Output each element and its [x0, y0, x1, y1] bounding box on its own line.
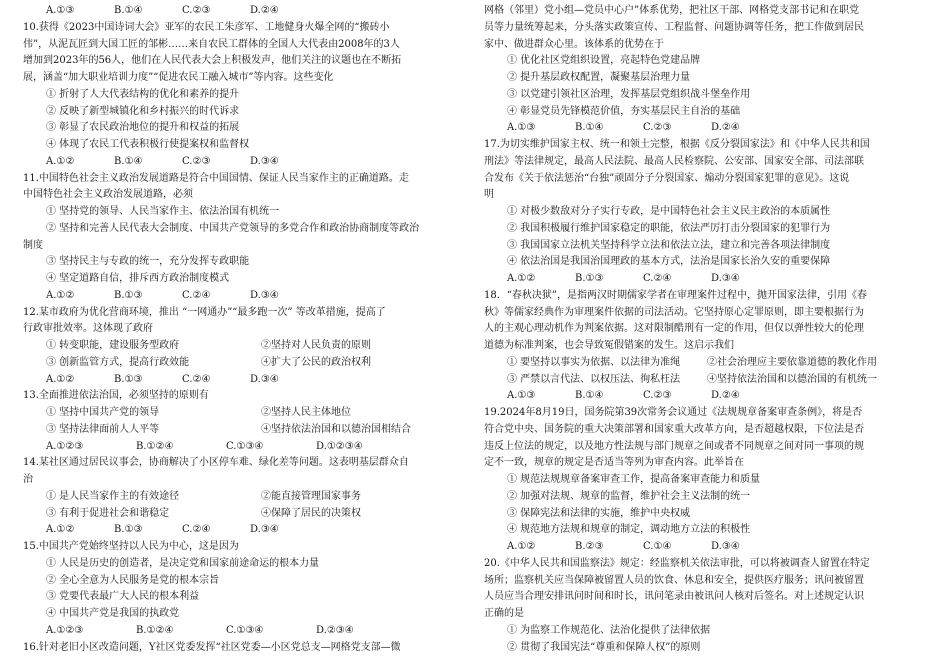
statement-item: ④ 依法治国是我国治国理政的基本方式，法治是国家长治久安的重要保障 [507, 256, 831, 268]
question-stem-line: 20.《中华人民共和国监察法》规定：经监察机关依法审批，可以将被调查人留置在特定 [484, 557, 870, 569]
question-stem-line: 18．“春秋决狱”，是指两汉时期儒家学者在审理案件过程中，抛开国家法律，引用《春 [484, 289, 867, 301]
statement-row [484, 372, 930, 389]
question-stem-line: 人的主观心理动机作为判案依据。这对限制酷刑有一定的作用，但仅以弹性较大的伦理 [484, 323, 864, 335]
question-stem-line: 伟”，从泥瓦匠到大国工匠的邹彬……来自农民工群体的全国人大代表由2008年的3人 [23, 38, 400, 50]
statement-item: ②能直接管理国家事务 [261, 490, 361, 502]
statement-row [23, 338, 469, 355]
question-stem-line: 道德为标准判案，也会导致冤假错案的发生。这启示我们 [484, 340, 734, 351]
statement-item: ① 为监察工作规范化、法治化提供了法律依据 [507, 624, 711, 636]
statement-row [23, 489, 469, 506]
choice-c[interactable]: C.①④ [643, 541, 672, 552]
choice-d[interactable]: D.③④ [250, 373, 279, 385]
choice-c[interactable]: C.②③ [182, 155, 211, 167]
statement-item: ② 加强对法规、规章的监督，维护社会主义法制的统一 [507, 490, 751, 502]
question-stem-line: 12.某市政府为优化营商环境，推出 “一网通办”“最多跑一次” 等改革措施，提高了 [23, 306, 386, 318]
statement-item: ④ 中国共产党是我国的执政党 [46, 608, 180, 619]
choice-a[interactable]: A.①② [46, 373, 75, 385]
statement-item: ④ 彰显党员先锋模范价值，夯实基层民主自治的基础 [507, 105, 741, 117]
choice-b[interactable]: B.②③ [575, 541, 604, 552]
statement-row [23, 506, 469, 523]
question-stem-line: 增加到2023年的56人，他们在人民代表大会上积极发声，他们关注的议题也在不断拓 [23, 55, 402, 67]
statement-item: ① 转变职能，建设服务型政府 [46, 340, 180, 351]
statement-item: ③ 保障宪法和法律的实施，维护中央权威 [507, 507, 691, 519]
statement-row [23, 405, 469, 422]
choice-c[interactable]: C.②④ [182, 524, 211, 536]
choice-a[interactable]: A.①② [46, 155, 75, 167]
statement-item: ② 坚持和完善人民代表大会制度、中国共产党领导的多党合作和政治协商制度等政治 [46, 222, 420, 234]
question-16-continued [484, 3, 930, 137]
statement-item: ③ 我国国家立法机关坚持科学立法和依法立法，建立和完善各项法律制度 [507, 239, 831, 251]
answer-choices [484, 271, 930, 288]
choice-b[interactable]: B.①③ [114, 524, 143, 536]
question-18 [484, 288, 930, 405]
statement-item: ④ 规范地方法规和规章的制定，调动地方立法的积极性 [507, 524, 751, 536]
statement-item: ② 我国积极履行维护国家稳定的职能，依法严厉打击分裂国家的犯罪行为 [507, 222, 831, 234]
answer-choices [23, 623, 469, 640]
top-answer-choices [23, 3, 469, 20]
question-stem-line: 11.中国特色社会主义政治发展道路是符合中国国情、保证人民当家作主的正确道路。走 [23, 172, 409, 184]
question-stem-line: 17.为切实维护国家主权、统一和领土完整，根据《反分裂国家法》和《中华人民共和国 [484, 139, 870, 150]
question-stem-line: 行政审批效率。这体现了政府 [23, 323, 153, 335]
choice-b[interactable]: B.①④ [114, 155, 143, 167]
statement-item: ③ 党要代表最广大人民的根本利益 [46, 591, 200, 603]
question-stem-line: 定不一致，规章的规定是否适当等列为审查内容。此举旨在 [484, 457, 744, 469]
statement-item: ① 优化社区党组织设置，亮起特色党建品牌 [507, 55, 701, 67]
question-stem-line: 刑法》等法律规定，最高人民法院、最高人民检察院、公安部、国家安全部、司法部联 [484, 155, 864, 167]
answer-choices [484, 388, 930, 405]
statement-item: ③ 坚持民主与专政的统一，充分发挥专政职能 [46, 256, 250, 268]
choice-b[interactable]: B.①④ [114, 5, 143, 16]
question-stem-line: 场所；监察机关应当保障被留置人员的饮食、休息和安全，提供医疗服务；讯问被留置 [484, 574, 864, 586]
question-17 [484, 137, 930, 288]
question-stem-line: 家中、做进群众心里。该体系的优势在于 [484, 38, 664, 50]
statement-item: ② 反映了新型城镇化和乡村振兴的时代诉求 [46, 105, 240, 117]
question-stem-line: 合发布《关于依法惩治“台独”顽固分子分裂国家、煽动分裂国家犯罪的意见》。这说 [484, 172, 850, 184]
choice-d[interactable]: D.③④ [711, 541, 740, 552]
statement-item-continued: 制度 [23, 239, 43, 251]
statement-item: ④ 坚定道路自信，排斥西方政治制度模式 [46, 273, 230, 284]
question-15 [23, 539, 469, 640]
choice-c[interactable]: C.①③④ [226, 440, 264, 452]
question-stem-line: 秋》等儒家经典作为审理案件依据的司法活动。它坚持原心定罪原则，即主要根据行为 [484, 306, 864, 318]
choice-d[interactable]: D.③④ [250, 155, 279, 167]
statement-item: ① 要坚持以事实为依据、以法律为准绳 [507, 356, 681, 368]
question-stem-line: 正确的是 [484, 608, 524, 619]
choice-d[interactable]: D.②④ [250, 5, 279, 16]
statement-item: ②坚持人民主体地位 [261, 407, 351, 418]
choice-c[interactable]: C.②③ [643, 122, 672, 134]
statement-item: ③ 有利于促进社会和谐稳定 [46, 507, 170, 519]
choice-d[interactable]: D.①②③④ [316, 440, 363, 452]
statement-item: ① 人民是历史的创造者，是决定党和国家前途命运的根本力量 [46, 557, 320, 569]
statement-item: ① 规范法规规章备案审查工作，提高备案审查能力和质量 [507, 474, 761, 485]
question-stem-line: 治 [23, 474, 33, 485]
question-12 [23, 305, 469, 389]
statement-item: ④扩大了公民的政治权利 [261, 356, 371, 368]
choice-c[interactable]: C.①③④ [226, 624, 264, 636]
statement-item: ④保障了居民的决策权 [261, 507, 361, 519]
choice-a[interactable]: A.①② [507, 541, 536, 552]
choice-b[interactable]: B.①④ [575, 122, 604, 134]
choice-a[interactable]: A.①③ [46, 5, 75, 16]
question-stem-line: 明 [484, 189, 494, 201]
question-11 [23, 171, 469, 305]
choice-d[interactable]: D.③④ [711, 273, 740, 284]
choice-b[interactable]: B.①③ [114, 289, 143, 301]
statement-item: ③ 严禁以言代法、以权压法、徇私枉法 [507, 373, 681, 385]
answer-choices [23, 439, 469, 456]
statement-row [23, 422, 469, 439]
statement-item: ②坚持对人民负责的原则 [261, 340, 371, 351]
question-stem-line: 违反上位法的规定，以及地方性法规与部门规章之间或者不同规章之间对同一事项的规 [484, 440, 864, 452]
statement-item: ④ 体现了农民工代表积极行使提案权和监督权 [46, 139, 250, 150]
choice-c[interactable]: C.②③ [182, 5, 211, 16]
choice-a[interactable]: A.①② [46, 289, 75, 301]
answer-choices [484, 120, 930, 137]
statement-item: ④坚持依法治国和以德治国相结合 [261, 423, 411, 435]
choice-c[interactable]: C.②④ [182, 373, 211, 385]
statement-item: ③ 坚持法律面前人人平等 [46, 423, 160, 435]
choice-b[interactable]: B.①②④ [136, 440, 174, 452]
question-20 [484, 556, 930, 657]
answer-choices [484, 539, 930, 556]
choice-b[interactable]: B.①③ [114, 373, 143, 385]
choice-a[interactable]: A.①③ [507, 122, 536, 134]
statement-row [23, 355, 469, 372]
choice-d[interactable]: D.③④ [250, 289, 279, 301]
choice-b[interactable]: B.①③ [575, 273, 604, 284]
statement-item: ② 全心全意为人民服务是党的根本宗旨 [46, 574, 220, 586]
choice-d[interactable]: D.③④ [250, 524, 279, 536]
question-stem-line: 10.获得《2023中国诗词大会》亚军的农民工朱彦军、工地健身火爆全网的“搬砖小 [23, 21, 390, 33]
statement-item: ③ 创新监管方式，提高行政效能 [46, 356, 190, 368]
statement-item: ① 折射了人大代表结构的优化和素养的提升 [46, 88, 240, 100]
choice-a[interactable]: A.①③ [507, 390, 536, 402]
question-19 [484, 405, 930, 556]
question-stem-line: 13.全面推进依法治国，必须坚持的原则有 [23, 390, 209, 402]
question-stem-line: 人员应当合理安排讯问时间和时长，讯问笔录由被讯问人核对后签名。对上述规定认识 [484, 591, 864, 603]
choice-c[interactable]: C.②④ [182, 289, 211, 301]
question-stem-line: 14.某社区通过居民议事会，协商解决了小区停车难、绿化差等问题。这表明基层群众自 [23, 457, 409, 469]
question-16-start [23, 640, 469, 657]
choice-d[interactable]: D.②④ [711, 390, 740, 402]
statement-item: ③ 彰显了农民政治地位的提升和权益的拓展 [46, 122, 240, 134]
statement-item: ① 是人民当家作主的有效途径 [46, 490, 180, 502]
choice-b[interactable]: B.①②④ [136, 624, 174, 636]
choice-d[interactable]: D.②④ [711, 122, 740, 134]
statement-item: ③ 以党建引领社区治理，发挥基层党组织战斗堡垒作用 [507, 88, 751, 100]
question-stem-line: 15.中国共产党始终坚持以人民为中心，这是因为 [23, 541, 239, 552]
statement-item: ① 坚持中国共产党的领导 [46, 407, 160, 418]
question-stem-line: 网格（邻里）党小组—党员中心户”体系优势，把社区干部、网格党支部书记和在职党 [484, 5, 860, 16]
question-stem-line: 16.针对老旧小区改造问题，Y社区党委发挥“社区党委—小区党总支—网格党支部—微 [23, 641, 401, 653]
answer-choices [23, 522, 469, 539]
question-14 [23, 455, 469, 539]
choice-a[interactable]: A.①②③ [46, 440, 84, 452]
statement-item: ② 提升基层政权配置，凝聚基层治理力量 [507, 72, 691, 83]
right-column [484, 3, 930, 656]
question-stem-line: 展，涵盖“加大职业培训力度”“促进农民工融入城市”等内容。这些变化 [23, 72, 334, 83]
statement-item: ④坚持依法治国和以德治国的有机统一 [707, 373, 877, 385]
answer-choices [23, 372, 469, 389]
statement-row [484, 355, 930, 372]
question-stem-line: 中国特色社会主义政治发展道路，必须 [23, 189, 193, 201]
answer-choices [23, 154, 469, 171]
choice-d[interactable]: D.②③④ [316, 624, 354, 636]
question-stem-line: 符合党中央、国务院的重大决策部署和国家重大改革方向，是否超越权限，下位法是否 [484, 423, 864, 435]
choice-c[interactable]: C.②④ [643, 273, 672, 284]
choice-a[interactable]: A.①② [507, 273, 536, 284]
choice-b[interactable]: B.①④ [575, 390, 604, 402]
question-13 [23, 388, 469, 455]
choice-a[interactable]: A.①②③ [46, 624, 84, 636]
statement-item: ① 对极少数敌对分子实行专政，是中国特色社会主义民主政治的本质属性 [507, 206, 831, 217]
statement-item: ② 贯彻了我国宪法“尊重和保障人权”的原则 [507, 641, 701, 653]
answer-choices [23, 288, 469, 305]
choice-c[interactable]: C.②③ [643, 390, 672, 402]
left-column [23, 3, 469, 656]
choice-a[interactable]: A.①② [46, 524, 75, 536]
question-stem-line: 19.2024年8月19日，国务院第39次常务会议通过《法规规章备案审查条例》，将是否 [484, 407, 863, 418]
statement-item: ②社会治理应主要依靠道德的教化作用 [707, 356, 877, 368]
question-stem-line: 员等力量统筹起来，分头落实政策宣传、工程监督、问题协调等任务，把工作做到居民 [484, 21, 864, 33]
statement-item: ① 坚持党的领导、人民当家作主、依法治国有机统一 [46, 206, 280, 217]
question-10 [23, 20, 469, 171]
